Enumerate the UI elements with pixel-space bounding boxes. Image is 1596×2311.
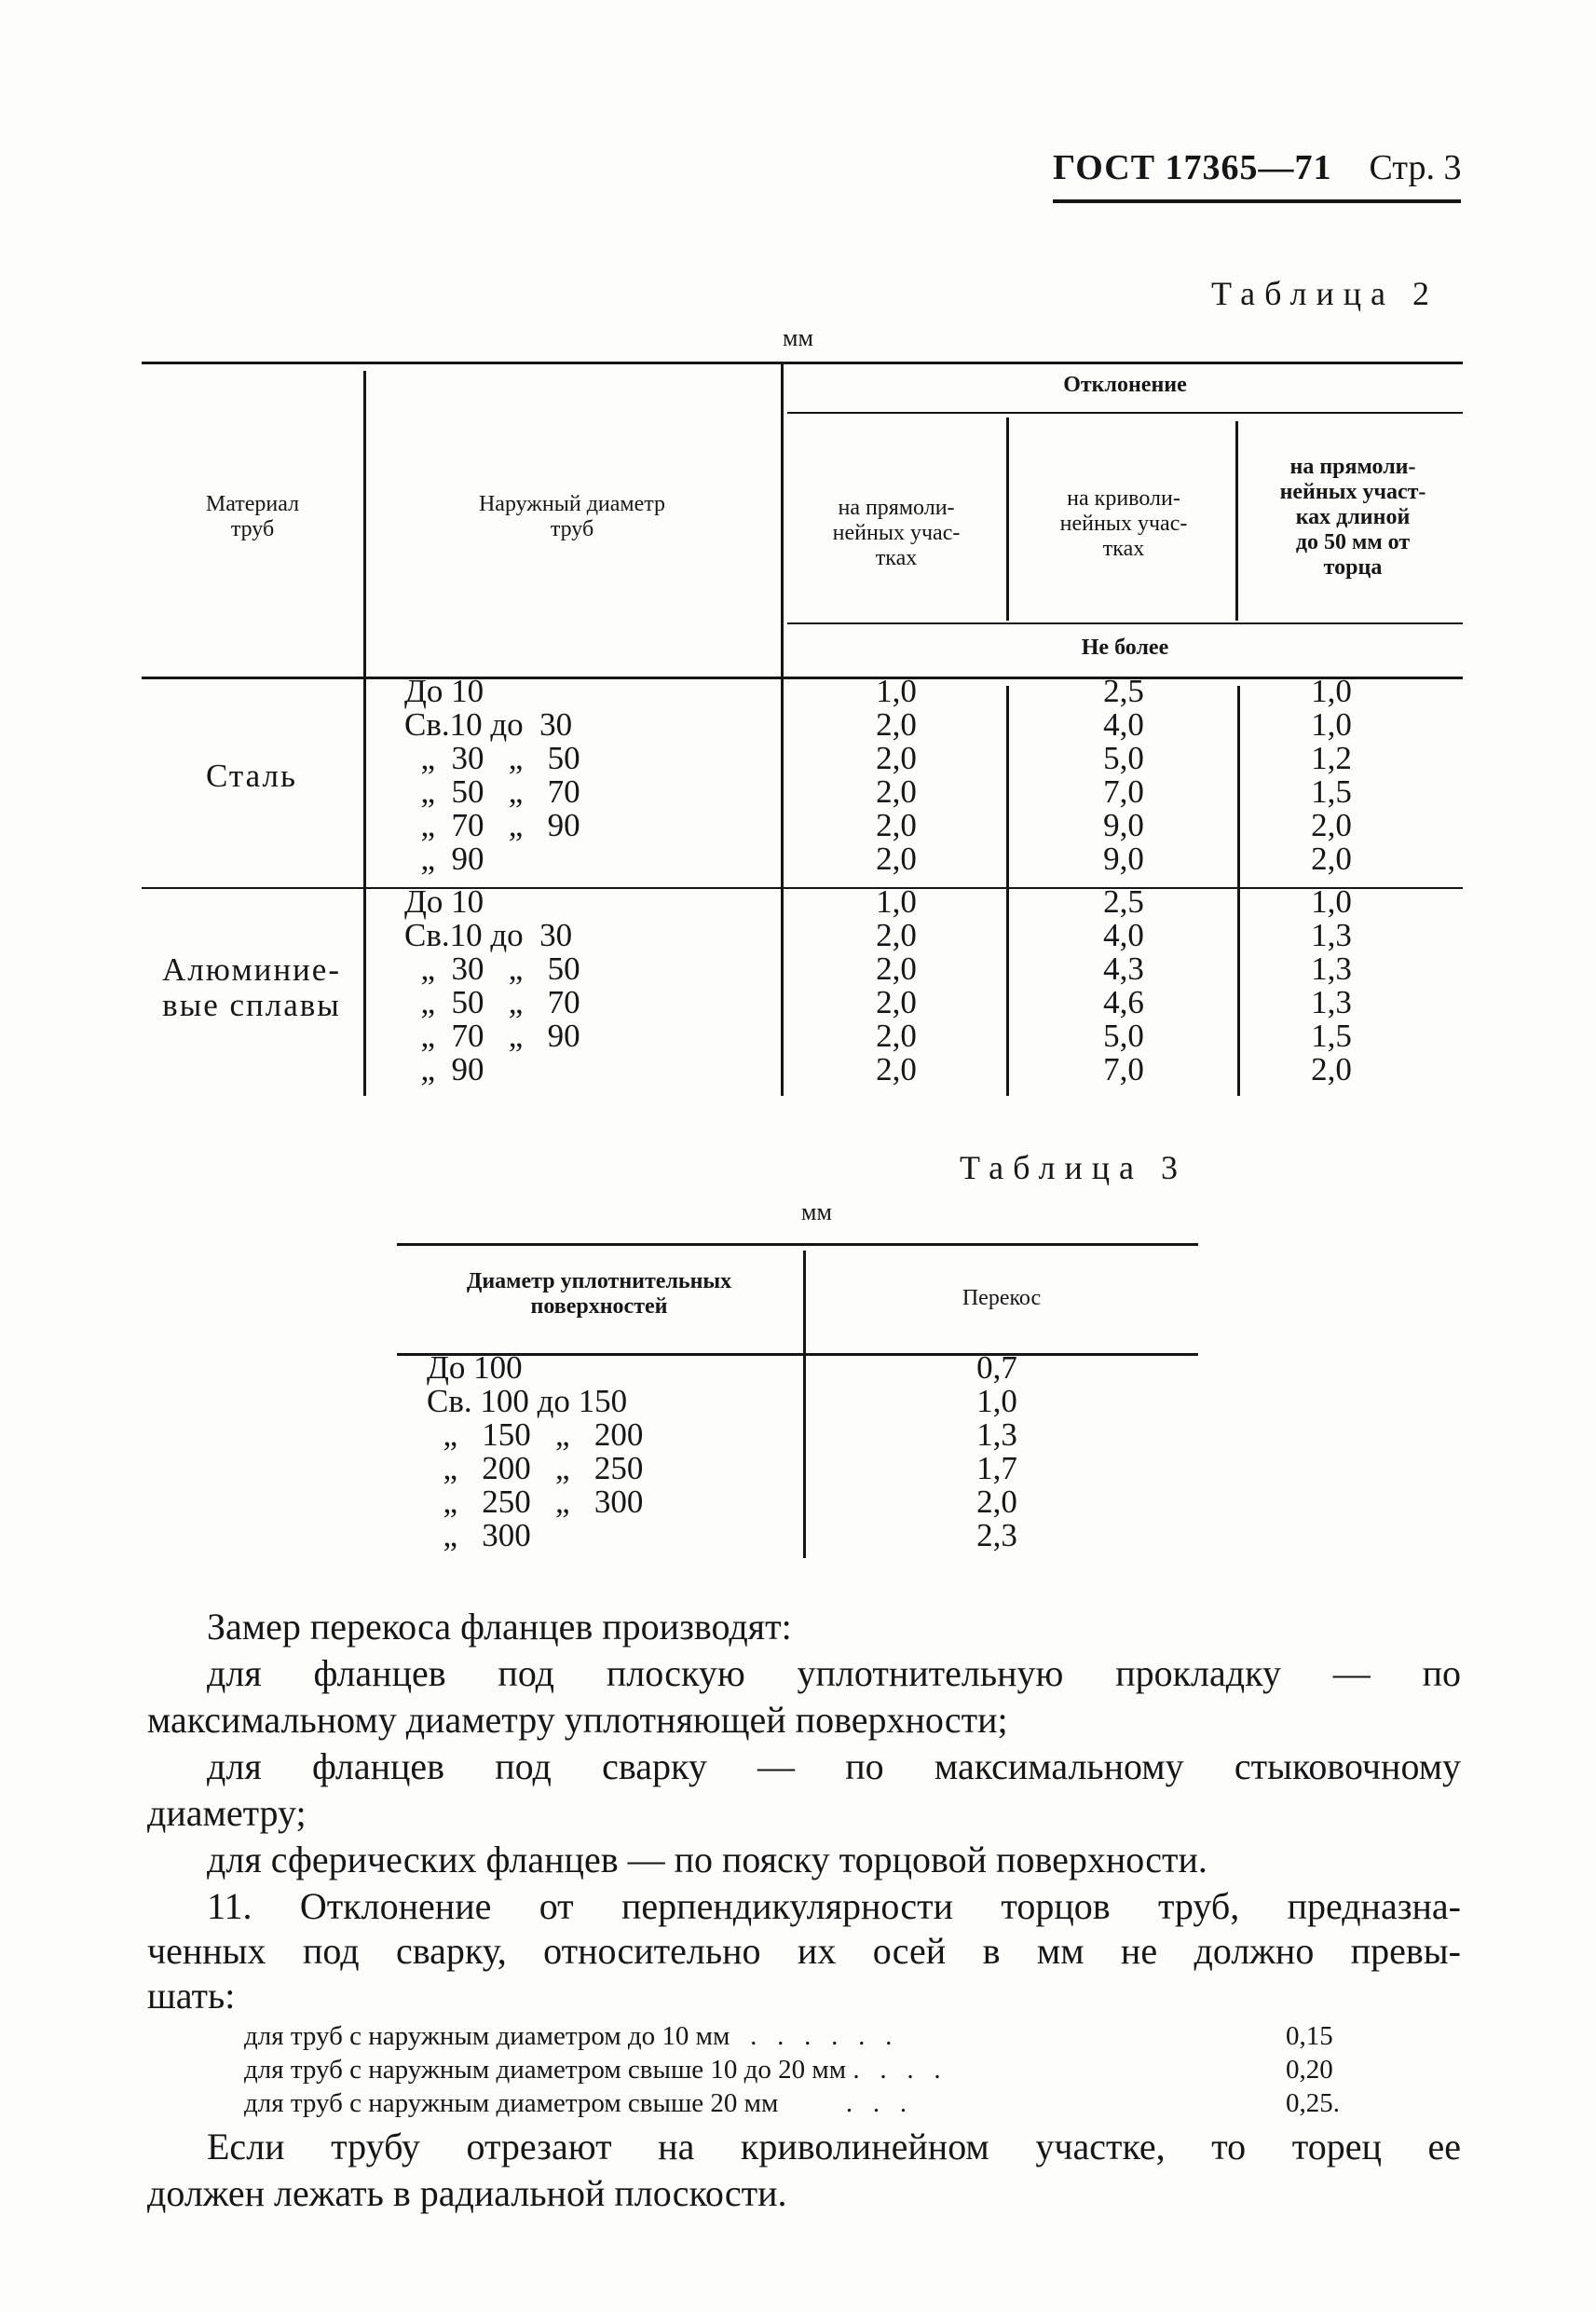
- paragraph-flat-gasket-line1: для фланцев под плоскую уплотнительную прокладку — по: [207, 1652, 1461, 1694]
- paragraph-clause11-line3: шать:: [147, 1975, 236, 2017]
- table2-steel-straight: 1,0 2,0 2,0 2,0 2,0 2,0: [876, 673, 917, 877]
- standard-number: ГОСТ 17365—71: [1053, 148, 1332, 187]
- table2-caption: Таблица 2: [1211, 275, 1439, 312]
- table2-col-divider-2: [781, 363, 784, 1096]
- page-number: Стр. 3: [1369, 148, 1462, 187]
- table2-steel-near-end: 1,0 1,0 1,2 1,5 2,0 2,0: [1311, 673, 1352, 877]
- tolerance-item-label: для труб с наружным диаметром свыше 20 мм . . .: [244, 2088, 907, 2118]
- table2-col-divider-4-head: [1235, 421, 1238, 621]
- table3-caption: Таблица 3: [960, 1149, 1187, 1186]
- paragraph-curved-cut-line1: Если трубу отрезают на криволинейном участке, то торец ее: [207, 2126, 1461, 2167]
- paragraph-welding-line2: диаметру;: [147, 1792, 307, 1834]
- table2-header-material: Материал труб: [205, 492, 300, 541]
- table2-aluminium-diameters: До 10 Св.10 до 30 „ 30 „ 50 „ 50 „ 70 „ 70 „ 90 „ 90: [404, 883, 580, 1087]
- table3-col-divider: [803, 1251, 806, 1558]
- table2-top-rule: [142, 362, 1463, 364]
- table3-diameters: До 100 Св. 100 до 150 „ 150 „ 200 „ 200 „ 250 „ 250 „ 300 „ 300: [427, 1349, 644, 1553]
- paragraph-welding-line1: для фланцев под сварку — по максимальному стыковочному: [207, 1745, 1461, 1787]
- table2-steel-curved: 2,5 4,0 5,0 7,0 9,0 9,0: [1103, 673, 1144, 877]
- table2-header-no-more: Не более: [1081, 636, 1169, 660]
- table2-header-diameter: Наружный диаметр труб: [478, 492, 666, 541]
- table3-header-diameter: Диаметр уплотнительных поверхностей: [466, 1269, 732, 1319]
- table2-header-curved: на криволи- нейных учас- тках: [1059, 486, 1188, 561]
- table2-aluminium-straight: 1,0 2,0 2,0 2,0 2,0 2,0: [876, 883, 917, 1087]
- table2-deviation-rule: [787, 412, 1463, 414]
- table3-skew-values: 0,7 1,0 1,3 1,7 2,0 2,3: [976, 1349, 1017, 1553]
- table2-header-straight: на прямоли- нейных учас- тках: [832, 496, 961, 570]
- table2-aluminium-near-end: 1,0 1,3 1,3 1,3 1,5 2,0: [1311, 883, 1352, 1087]
- page-header: [1053, 147, 1461, 188]
- paragraph-measurement-intro: Замер перекоса фланцев производят:: [207, 1606, 792, 1648]
- paragraph-spherical: для сферических фланцев — по пояску торцовой поверхности.: [207, 1839, 1207, 1880]
- table2-col-divider-1: [363, 371, 366, 1096]
- tolerance-item-label: для труб с наружным диаметром до 10 мм . . . . . .: [244, 2021, 893, 2051]
- tolerance-item-value: 0,25.: [1286, 2088, 1340, 2118]
- table2-col-divider-3-head: [1006, 417, 1009, 621]
- table3-unit: мм: [801, 1198, 832, 1225]
- table3-header-skew: Перекос: [962, 1286, 1042, 1310]
- paragraph-curved-cut-line2: должен лежать в радиальной плоскости.: [147, 2172, 787, 2214]
- tolerance-item-value: 0,15: [1286, 2021, 1333, 2051]
- table3-top-rule: [397, 1243, 1198, 1246]
- table2-aluminium-curved: 2,5 4,0 4,3 4,6 5,0 7,0: [1103, 883, 1144, 1087]
- table2-material-aluminium: Алюминие- вые сплавы: [162, 951, 341, 1023]
- paragraph-clause11-line1: 11. Отклонение от перпендикулярности торцов труб, предназна-: [207, 1885, 1461, 1927]
- table2-unit: мм: [783, 324, 813, 351]
- paragraph-flat-gasket-line2: максимальному диаметру уплотняющей поверхности;: [147, 1699, 1008, 1741]
- paragraph-clause11-line2: ченных под сварку, относительно их осей в мм не должно превы-: [147, 1930, 1461, 1972]
- table2-subheader-rule: [787, 622, 1463, 624]
- tolerance-item-value: 0,20: [1286, 2055, 1333, 2085]
- header-rule: [1053, 199, 1461, 203]
- table2-col-divider-3: [1006, 686, 1009, 1096]
- table2-steel-diameters: До 10 Св.10 до 30 „ 30 „ 50 „ 50 „ 70 „ 70 „ 90 „ 90: [404, 673, 580, 877]
- table2-material-steel: Сталь: [206, 758, 297, 794]
- table2-header-deviation: Отклонение: [1063, 373, 1187, 397]
- table2-col-divider-4: [1237, 686, 1240, 1096]
- table2-header-near-end: на прямоли- нейных участ- ках длиной до 50 мм от торца: [1279, 455, 1426, 580]
- tolerance-item-label: для труб с наружным диаметром свыше 10 до 20 мм . . . .: [244, 2055, 941, 2085]
